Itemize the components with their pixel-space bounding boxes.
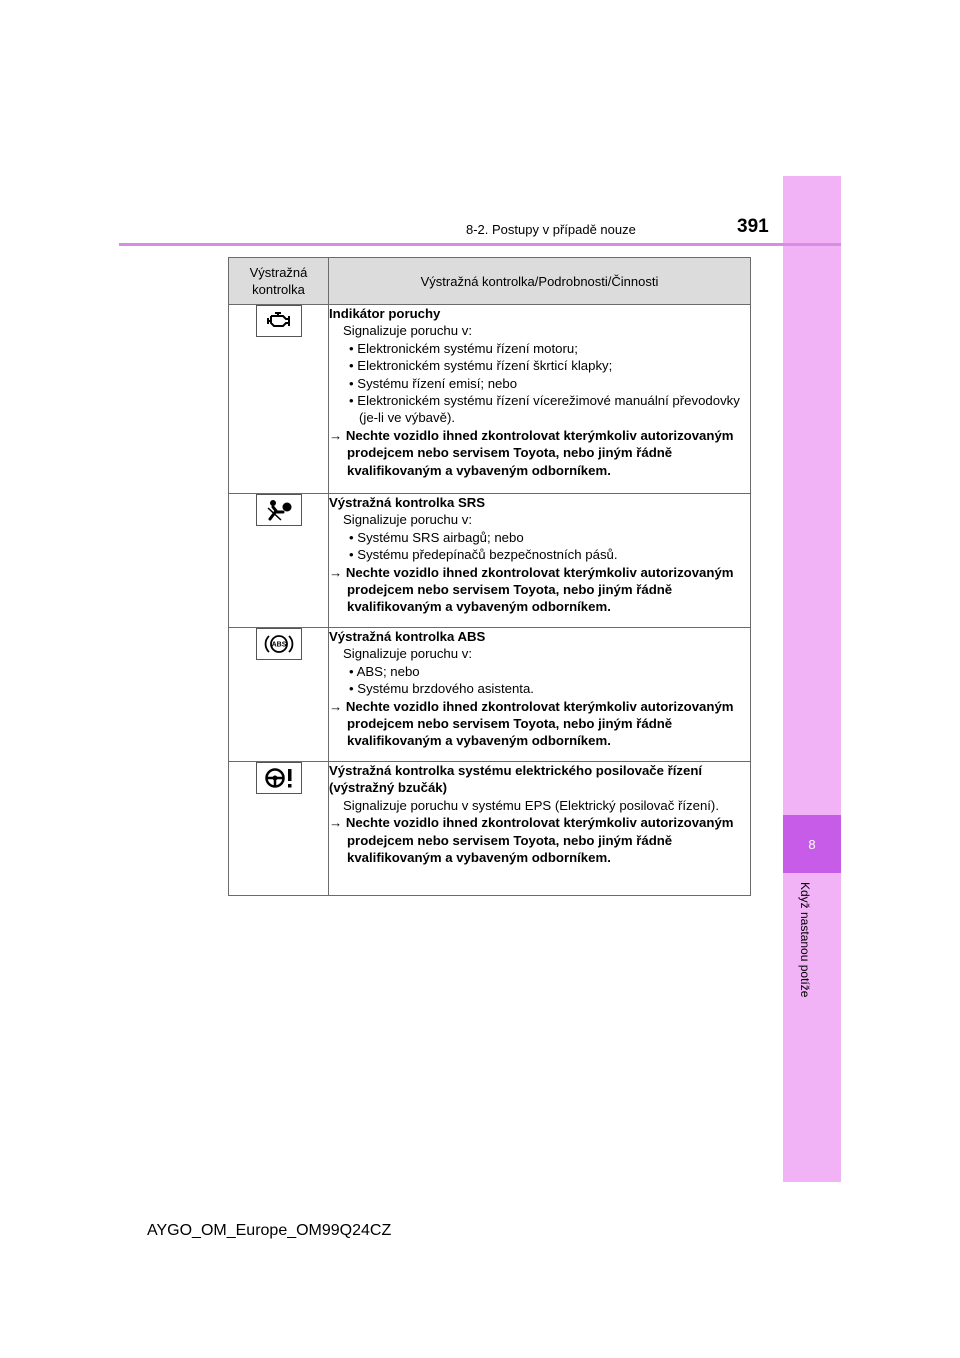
list-item: • Systému SRS airbagů; nebo [349, 529, 524, 545]
row-action: → Nechte vozidlo ihned zkontrolovat kterýmkoliv autorizovaným prodejcem nebo servisem Toyota, nebo jiným řádně kvalifikovaným a vybaveným odborníkem. [329, 427, 734, 478]
header-icon-column: Výstražná kontrolka [229, 258, 329, 305]
table-row [229, 305, 751, 494]
table-header-row [229, 258, 751, 305]
list-item: • Elektronickém systému řízení motoru; [349, 340, 578, 356]
chapter-title-vertical: Když nastanou potíže [798, 882, 812, 998]
header-description-column: Výstražná kontrolka/Podrobnosti/Činnosti [329, 258, 751, 305]
row-intro: Signalizuje poruchu v systému EPS (Elektrický posilovač řízení). [343, 797, 719, 813]
section-title: 8-2. Postupy v případě nouze [466, 222, 636, 237]
abs-icon [256, 628, 302, 660]
row-title: Výstražná kontrolka systému elektrického posilovače řízení (výstražný bzučák) [329, 763, 703, 796]
row-intro: Signalizuje poruchu v: [343, 323, 473, 339]
srs-airbag-icon [256, 494, 302, 526]
chapter-side-tab [783, 176, 841, 1182]
footer-document-code: AYGO_OM_Europe_OM99Q24CZ [147, 1222, 392, 1239]
table-row [229, 494, 751, 628]
row-intro: Signalizuje poruchu v: [343, 646, 473, 662]
warning-lights-table [228, 257, 751, 896]
list-item: • Elektronickém systému řízení vícerežimové manuální převodovky (je-li ve výbavě). [349, 393, 740, 426]
row-title: Výstražná kontrolka SRS [329, 495, 486, 510]
row-action: → Nechte vozidlo ihned zkontrolovat kterýmkoliv autorizovaným prodejcem nebo servisem Toyota, nebo jiným řádně kvalifikovaným a vybaveným odborníkem. [329, 698, 734, 749]
row-action: → Nechte vozidlo ihned zkontrolovat kterýmkoliv autorizovaným prodejcem nebo servisem Toyota, nebo jiným řádně kvalifikovaným a vybaveným odborníkem. [329, 815, 734, 866]
table-row [229, 628, 751, 762]
row-title: Výstražná kontrolka ABS [329, 629, 486, 644]
page-number: 391 [737, 216, 769, 237]
row-title: Indikátor poruchy [329, 306, 441, 321]
chapter-number: 8 [808, 836, 816, 852]
row-intro: Signalizuje poruchu v: [343, 512, 473, 528]
engine-check-icon [256, 305, 302, 337]
list-item: • ABS; nebo [349, 663, 420, 679]
eps-steering-warning-icon [256, 762, 302, 794]
table-row [229, 762, 751, 896]
row-action: → Nechte vozidlo ihned zkontrolovat kterýmkoliv autorizovaným prodejcem nebo servisem Toyota, nebo jiným řádně kvalifikovaným a vybaveným odborníkem. [329, 564, 734, 615]
list-item: • Systému předepínačů bezpečnostních pásů. [349, 547, 618, 563]
list-item: • Elektronickém systému řízení škrticí klapky; [349, 358, 613, 374]
abs-icon-label: ABS [271, 641, 286, 649]
header-divider [119, 243, 841, 246]
list-item: • Systému řízení emisí; nebo [349, 375, 518, 391]
list-item: • Systému brzdového asistenta. [349, 681, 534, 697]
chapter-number-tab [783, 815, 841, 873]
